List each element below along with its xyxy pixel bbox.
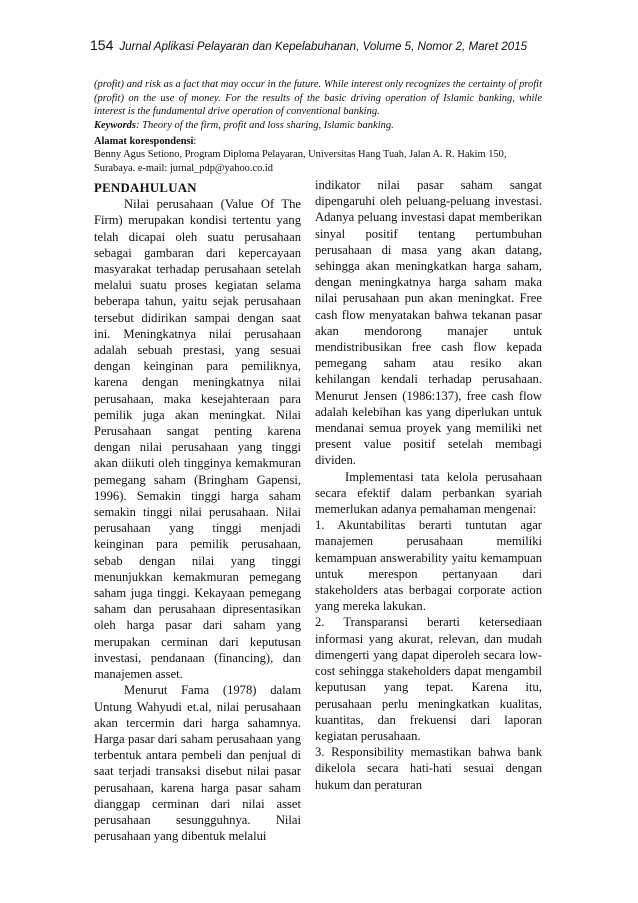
- correspondence-block: [94, 135, 542, 175]
- abstract-text: (profit) and risk as a fact that may occur in the future. While interest only recognizes the certainty of profit (profit) on the use of money. For the results of the basic driving operation of Islamic banking, while interest is the fundamental drive operation of conventional banking.: [94, 79, 542, 118]
- keywords-text: : Theory of the firm, profit and loss sharing, Islamic banking.: [136, 119, 394, 131]
- correspondence-title: Alamat korespondensi: [94, 136, 194, 147]
- running-header: [90, 37, 527, 55]
- paragraph: Implementasi tata kelola perusahaan secara efektif dalam perbankan syariah memerlukan adanya pemahaman mengenai:: [315, 469, 542, 517]
- list-item: 3. Responsibility memastikan bahwa bank dikelola secara hati-hati sesuai dengan hukum dan peraturan: [315, 745, 542, 792]
- page-number: 154: [90, 37, 114, 53]
- left-column: [94, 180, 301, 844]
- section-heading: PENDAHULUAN: [94, 181, 197, 195]
- paragraph: Nilai perusahaan (Value Of The Firm) merupakan kondisi tertentu yang telah dicapai oleh suatu perusahaan sebagai gambaran dari kepercayaan masyarakat terhadap perusahaan setelah melalui suatu proses kegiatan selama beberapa tahun, yaitu sejak perusahaan tersebut didirikan sampai dengan saat ini. Meningkatnya nilai perusahaan adalah sebuah prestasi, yang sesuai dengan keinginan para pemiliknya, karena dengan meningkatnya nilai perusahaan, maka kesejahteraan para pemilik juga akan meningkat. Nilai Perusahaan sangat penting karena dengan nilai perusahaan yang tinggi akan diikuti oleh tingginya kemakmuran pemegang saham (Bringham Gapensi, 1996). Semakin tinggi harga saham semakin tinggi nilai perusahaan. Nilai perusahaan yang tinggi menjadi keinginan para pemilik perusahaan, sebab dengan nilai yang tinggi menunjukkan kemakmuran pemegang saham juga tinggi. Kekayaan pemegang saham dan perusahaan dipresentasikan oleh harga pasar dari saham yang merupakan cerminan dari keputusan investasi, pendanaan (financing), dan manajemen asset.: [94, 197, 301, 682]
- paragraph: indikator nilai pasar saham sangat dipengaruhi oleh peluang-peluang investasi. Adanya peluang investasi dapat memberikan sinyal positif tentang pertumbuhan perusahaan di masa yang akan datang, sehingga akan meningkatkan harga saham, dengan meningkatnya harga saham maka nilai perusahaan pun akan meningkat. Free cash flow menyatakan bahwa tekanan pasar akan mendorong manajer untuk mendistribusikan free cash flow kepada pemegang saham atau resiko akan kehilangan kendali terhadap perusahaan. Menurut Jensen (1986:137), free cash flow adalah kelebihan kas yang diperlukan untuk mendanai semua proyek yang memiliki net present value positif setelah membagi dividen.: [315, 178, 542, 468]
- abstract-tail: [94, 78, 542, 132]
- paragraph: Menurut Fama (1978) dalam Untung Wahyudi et.al, nilai perusahaan akan tercermin dari harga sahamnya. Harga pasar dari saham perusahaan yang terbentuk antara pembeli dan penjual di saat terjadi transaksi disebut nilai pasar perusahaan, karena harga pasar saham dianggap cerminan dari nilai asset perusahaan sesungguhnya. Nilai perusahaan yang dibentuk melalui: [94, 683, 301, 844]
- keywords: [94, 119, 542, 133]
- correspondence-address: Benny Agus Setiono, Program Diploma Pelayaran, Universitas Hang Tuah, Jalan A. R. Hakim 150, Surabaya. e-mail: jurnal_pdp@yahoo.co.id: [94, 149, 507, 174]
- correspondence-colon: :: [193, 136, 197, 147]
- keywords-label: Keywords: [94, 119, 136, 131]
- list-item: 2. Transparansi berarti ketersediaan informasi yang akurat, relevan, dan mudah dimengerti yang dapat diperoleh secara low-cost sehingga stakeholders dapat mengambil keputusan yang tepat. Karena itu, perusahaan perlu meningkatkan kualitas, kuantitas, dan frekuensi dari laporan kegiatan perusahaan.: [315, 615, 542, 743]
- right-column: [315, 177, 542, 793]
- list-item: 1. Akuntabilitas berarti tuntutan agar manajemen perusahaan memiliki kemampuan answerability yaitu kemampuan untuk merespon pertanyaan dari stakeholders atas berbagai corporate action yang mereka lakukan.: [315, 518, 542, 614]
- journal-title: Jurnal Aplikasi Pelayaran dan Kepelabuhanan, Volume 5, Nomor 2, Maret 2015: [119, 40, 528, 53]
